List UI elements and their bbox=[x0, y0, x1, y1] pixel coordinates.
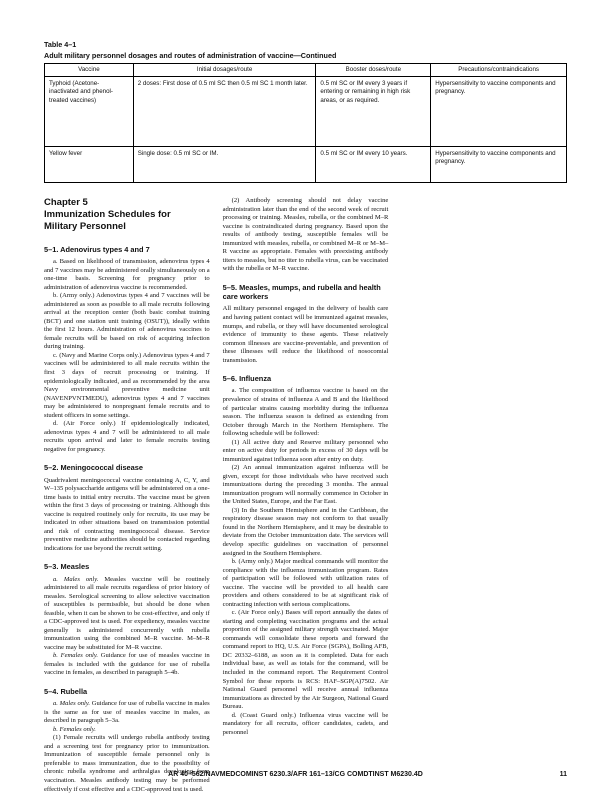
column-header-booster: Booster doses/route bbox=[316, 64, 431, 77]
cell-vaccine: Yellow fever bbox=[45, 147, 134, 183]
paragraph-5-4-a: a. Males only. Guidance for use of rubella vaccine in males is the same as for use of measles vaccine in males, as described in paragraph 5–3a. bbox=[44, 700, 210, 725]
footer-reference: AR 40–562/NAVMEDCOMINST 6230.3/AFR 161–13/CG COMDTINST M6230.4D bbox=[168, 771, 423, 778]
page-footer bbox=[44, 771, 567, 778]
cell-precautions: Hypersensitivity to vaccine components and pregnancy. bbox=[431, 77, 567, 147]
table-4-1 bbox=[44, 40, 567, 183]
column-header-vaccine: Vaccine bbox=[45, 64, 134, 77]
section-heading-5-2: 5–2. Meningococcal disease bbox=[44, 463, 143, 473]
paragraph-5-6-a-1: (1) All active duty and Reserve military personnel who enter on active duty for periods in excess of 30 days will be immunized against influenza soon after entry on duty. bbox=[222, 438, 389, 463]
paragraph-5-1-c: c. (Navy and Marine Corps only.) Adenovirus types 4 and 7 vaccines will be administered to all male recruits within the first 3 days of recruit processing or training. If epidemiologically indicated, and as recommended by the area Navy environmental preventive medicine unit (NAVENPVNTMEDU), adenovirus types 4 and 7 vaccines may be administered to nonpregnant female recruits and to student officers in some settings. bbox=[44, 351, 210, 419]
table-header-row bbox=[45, 64, 567, 77]
paragraph-5-6-a-2: (2) An annual immunization against influenza will be given, except for those individuals who have received such immunizations during the preceding 3 months. The annual immunization program will normally commence in October in the United States, Europe, and the Far East. bbox=[222, 464, 389, 506]
cell-vaccine: Typhoid (Acetone-inactivated and phenol-treated vaccines) bbox=[45, 77, 134, 147]
page-number: 11 bbox=[559, 771, 567, 778]
paragraph-5-6-d: d. (Coast Guard only.) Influenza virus vaccine will be mandatory for all recruits, officer candidates, cadets, and personnel bbox=[222, 711, 389, 736]
cell-booster-dose: 0.5 ml SC or IM every 10 years. bbox=[316, 147, 431, 183]
table-title-number: Table 4–1 bbox=[44, 40, 77, 49]
paragraph-5-1-b: b. (Army only.) Adenovirus types 4 and 7 vaccines will be administered as soon as possible to all male recruits following arrival at the reception center (both basic combat training (BCT) and one station unit training (OSUT)), ideally within the first 12 hours. Administration of adenovirus vaccines to female recruits will be based on risk of acquiring infection during training. bbox=[44, 292, 210, 351]
cell-booster-dose: 0.5 ml SC or IM every 3 years if entering or remaining in high risk areas, or as required. bbox=[316, 77, 431, 147]
cell-initial-dose: Single dose: 0.5 ml SC or IM. bbox=[133, 147, 316, 183]
column-header-initial: Initial dosages/route bbox=[133, 64, 316, 77]
chapter-title-line1: Immunization Schedules for bbox=[44, 209, 171, 221]
table-row bbox=[45, 77, 567, 147]
column-header-precautions: Precautions/contraindications bbox=[431, 64, 567, 77]
section-heading-5-6: 5–6. Influenza bbox=[222, 374, 272, 384]
section-heading-5-3: 5–3. Measles bbox=[44, 562, 90, 572]
table-row bbox=[45, 147, 567, 183]
paragraph-5-1-d: d. (Air Force only.) If epidemiologically indicated, adenovirus types 4 and 7 will be administered to all male recruits upon arrival and later to female recruits testing negative for pregnancy. bbox=[44, 420, 210, 453]
paragraph-5-4-b-2: (2) Antibody screening should not delay vaccine administration later than the end of the second week of recruit processing or training. Measles, rubella, or the combined M–R vaccine is contraindicated during pregnancy. Based upon the results of antibody testing, susceptible females will be immunized with measles, rubella, or combined M–R or M–M–R vaccine as appropriate. Females with preexisting antibody titers to measles, but no titer to rubella virus, can be vaccinated with the rubella or M–R vaccine. bbox=[222, 197, 389, 273]
section-heading-5-1: 5–1. Adenovirus types 4 and 7 bbox=[44, 244, 150, 254]
chapter-heading bbox=[44, 197, 210, 233]
vaccine-schedule-table bbox=[44, 63, 567, 183]
chapter-number: Chapter 5 bbox=[44, 197, 88, 209]
chapter-title-line2: Military Personnel bbox=[44, 220, 126, 232]
paragraph-5-5: All military personnel engaged in the delivery of health care and having patient contact will be immunized against measles, mumps, and rubella, or they will have documented serological evidence of immunity to these agents. These relatively common illnesses are vaccine-preventable, and prevention of these illnesses will reduce the likelihood of nosocomial transmission. bbox=[222, 305, 389, 364]
article-body bbox=[44, 197, 567, 797]
paragraph-5-4-b-1: (1) Female recruits will undergo rubella antibody testing and a screening test for pregnancy prior to immunization. Immunization of susceptible female personnel only is preferable to mass immunization, due to the possibility of chronic rubella syndrome and arthralgias developing from vaccination. Measles antibody testing may be performed effectively if cost effective and a CDC-approved test is used. bbox=[44, 734, 210, 793]
table-title-text: Adult military personnel dosages and routes of administration of vaccine—Continued bbox=[44, 51, 337, 60]
cell-precautions: Hypersensitivity to vaccine components and pregnancy. bbox=[431, 147, 567, 183]
paragraph-5-2: Quadrivalent meningococcal vaccine containing A, C, Y, and W–135 polysaccharide antigens will be administered on a one-time basis to initial entry recruits. The vaccine must be given within the first 3 days of processing or training. Although this vaccine is required routinely only for recruits, its use may be indicated in other situations based on transmission potential and risk of contracting meningococcal disease. Service preventive medicine authorities should be contacted regarding indications for use beyond the recruit setting. bbox=[44, 476, 210, 552]
paragraph-5-6-b: b. (Army only.) Major medical commands will monitor the compliance with the influenza immunization program. Rates of participation will be followed with utilization rates of vaccine. The vaccine will be provided to all health care providers and others considered to be at significant risk of contracting infection with serious complications. bbox=[222, 558, 389, 608]
cell-initial-dose: 2 doses: First dose of 0.5 ml SC then 0.5 ml SC 1 month later. bbox=[133, 77, 316, 147]
section-heading-5-5: 5–5. Measles, mumps, and rubella and health care workers bbox=[222, 282, 381, 302]
paragraph-5-6-c: c. (Air Force only.) Bases will report annually the dates of starting and completing vaccination programs and the actual proportion of the assigned military strength vaccinated. Major commands will consolidate these reports and forward the command report to HQ, U.S. Air Force (SGPA), Bolling AFB, DC 20332–6188, as soon as it is completed. Data for each individual base, as well as totals for the command, will be included in the command report. The Requirement Control Symbol for these reports is RCS: HAF–SGP(A)7502. Air National Guard personnel will receive annual influenza immunizations as directed by the Air Surgeon, National Guard Bureau. bbox=[222, 609, 389, 711]
section-heading-5-4: 5–4. Rubella bbox=[44, 686, 88, 696]
paragraph-5-3-a: a. Males only. Measles vaccine will be routinely administered to all male recruits regardless of prior history of measles. Serological screening to allow selective vaccination of susceptibles is permissible, but should be done when feasible, when it can be shown to be cost-effective, and only if a CDC-approved test is used. For expediency, measles vaccine generally is administered concurrently with rubella immunization using the combined M–R vaccine. M–M–R vaccine may be substituted for M–R vaccine. bbox=[44, 575, 210, 651]
paragraph-5-4-b: b. Females only. bbox=[53, 725, 96, 733]
paragraph-5-1-a: a. Based on likelihood of transmission, adenovirus types 4 and 7 vaccines may be administered orally simultaneously on a one-time basis. Screening for pregnancy prior to administration of adenovirus vaccine is recommended. bbox=[44, 258, 210, 291]
paragraph-5-6-a: a. The composition of influenza vaccine is based on the prevalence of strains of influenza A and B and the likelihood of particular strains causing morbidity during the influenza season. The influenza season is defined as extending from October through March in the Northern Hemisphere. The following schedule will be followed: bbox=[222, 387, 389, 438]
paragraph-5-6-a-3: (3) In the Southern Hemisphere and in the Caribbean, the respiratory disease season may not conform to that usually found in the Northern Hemisphere, and it may be desirable to deviate from the October immunization date. The services will develop specific guidelines on vaccination of personnel assigned in the Southern Hemisphere. bbox=[222, 506, 389, 557]
paragraph-5-3-b: b. Females only. Guidance for use of measles vaccine in females is included with the guidance for use of rubella vaccine in females, as described in paragraph 5–4b. bbox=[44, 652, 210, 677]
